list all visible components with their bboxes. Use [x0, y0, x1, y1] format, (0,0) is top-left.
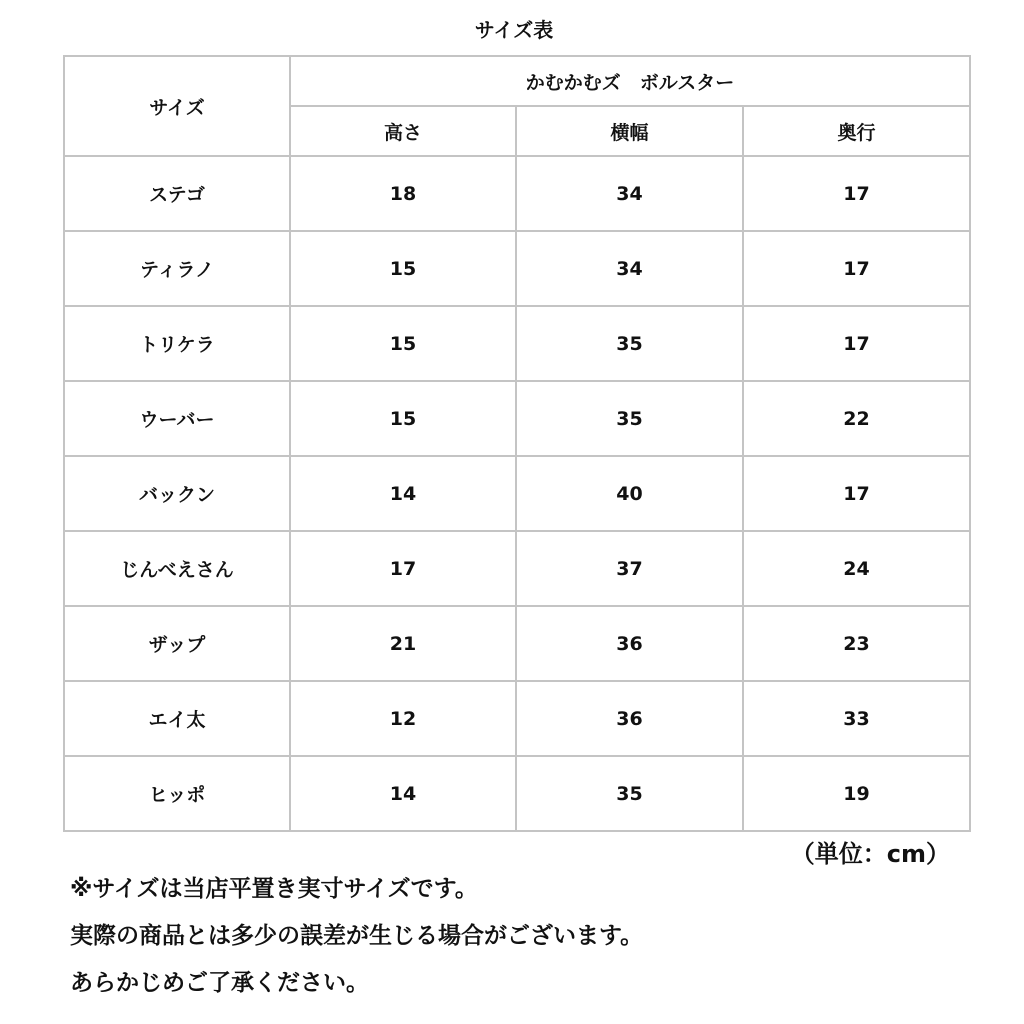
- cell-height: 15: [290, 231, 516, 306]
- note-line: ※サイズは当店平置き実寸サイズです。: [70, 876, 478, 902]
- cell-depth: 17: [743, 306, 970, 381]
- cell-depth: 24: [743, 531, 970, 606]
- row-name: ヒッポ: [64, 756, 290, 831]
- row-name: ステゴ: [64, 156, 290, 231]
- column-header-depth: 奥行: [743, 106, 970, 156]
- table-row: [64, 756, 970, 831]
- table-row: [64, 306, 970, 381]
- row-name: ウーバー: [64, 381, 290, 456]
- cell-height: 14: [290, 756, 516, 831]
- row-name: エイ太: [64, 681, 290, 756]
- cell-depth: 23: [743, 606, 970, 681]
- cell-depth: 17: [743, 456, 970, 531]
- note-line: 実際の商品とは多少の誤差が生じる場合がございます。: [70, 923, 644, 949]
- row-name: ザップ: [64, 606, 290, 681]
- table-row: [64, 531, 970, 606]
- note-line: あらかじめご了承ください。: [70, 970, 369, 996]
- cell-depth: 33: [743, 681, 970, 756]
- column-header-width: 横幅: [516, 106, 743, 156]
- group-header-product: かむかむズ ボルスター: [290, 56, 970, 106]
- cell-height: 15: [290, 306, 516, 381]
- table-row: [64, 681, 970, 756]
- cell-width: 35: [516, 306, 743, 381]
- cell-width: 34: [516, 231, 743, 306]
- table-row: [64, 156, 970, 231]
- size-table: [63, 55, 971, 832]
- cell-depth: 22: [743, 381, 970, 456]
- header-row-1: [64, 56, 970, 106]
- row-name: バックン: [64, 456, 290, 531]
- table-row: [64, 231, 970, 306]
- cell-depth: 19: [743, 756, 970, 831]
- row-header-size: サイズ: [64, 56, 290, 156]
- cell-width: 36: [516, 606, 743, 681]
- cell-width: 34: [516, 156, 743, 231]
- cell-depth: 17: [743, 156, 970, 231]
- cell-width: 40: [516, 456, 743, 531]
- cell-height: 21: [290, 606, 516, 681]
- table-title: サイズ表: [474, 18, 554, 42]
- notes-block: [70, 878, 970, 1019]
- cell-width: 37: [516, 531, 743, 606]
- unit-note: （単位：cm）: [790, 840, 950, 868]
- cell-height: 15: [290, 381, 516, 456]
- table-row: [64, 606, 970, 681]
- cell-height: 17: [290, 531, 516, 606]
- cell-height: 14: [290, 456, 516, 531]
- cell-width: 36: [516, 681, 743, 756]
- cell-depth: 17: [743, 231, 970, 306]
- table-row: [64, 381, 970, 456]
- cell-width: 35: [516, 381, 743, 456]
- cell-height: 12: [290, 681, 516, 756]
- column-header-height: 高さ: [290, 106, 516, 156]
- row-name: トリケラ: [64, 306, 290, 381]
- cell-height: 18: [290, 156, 516, 231]
- row-name: じんべえさん: [64, 531, 290, 606]
- row-name: ティラノ: [64, 231, 290, 306]
- table-row: [64, 456, 970, 531]
- cell-width: 35: [516, 756, 743, 831]
